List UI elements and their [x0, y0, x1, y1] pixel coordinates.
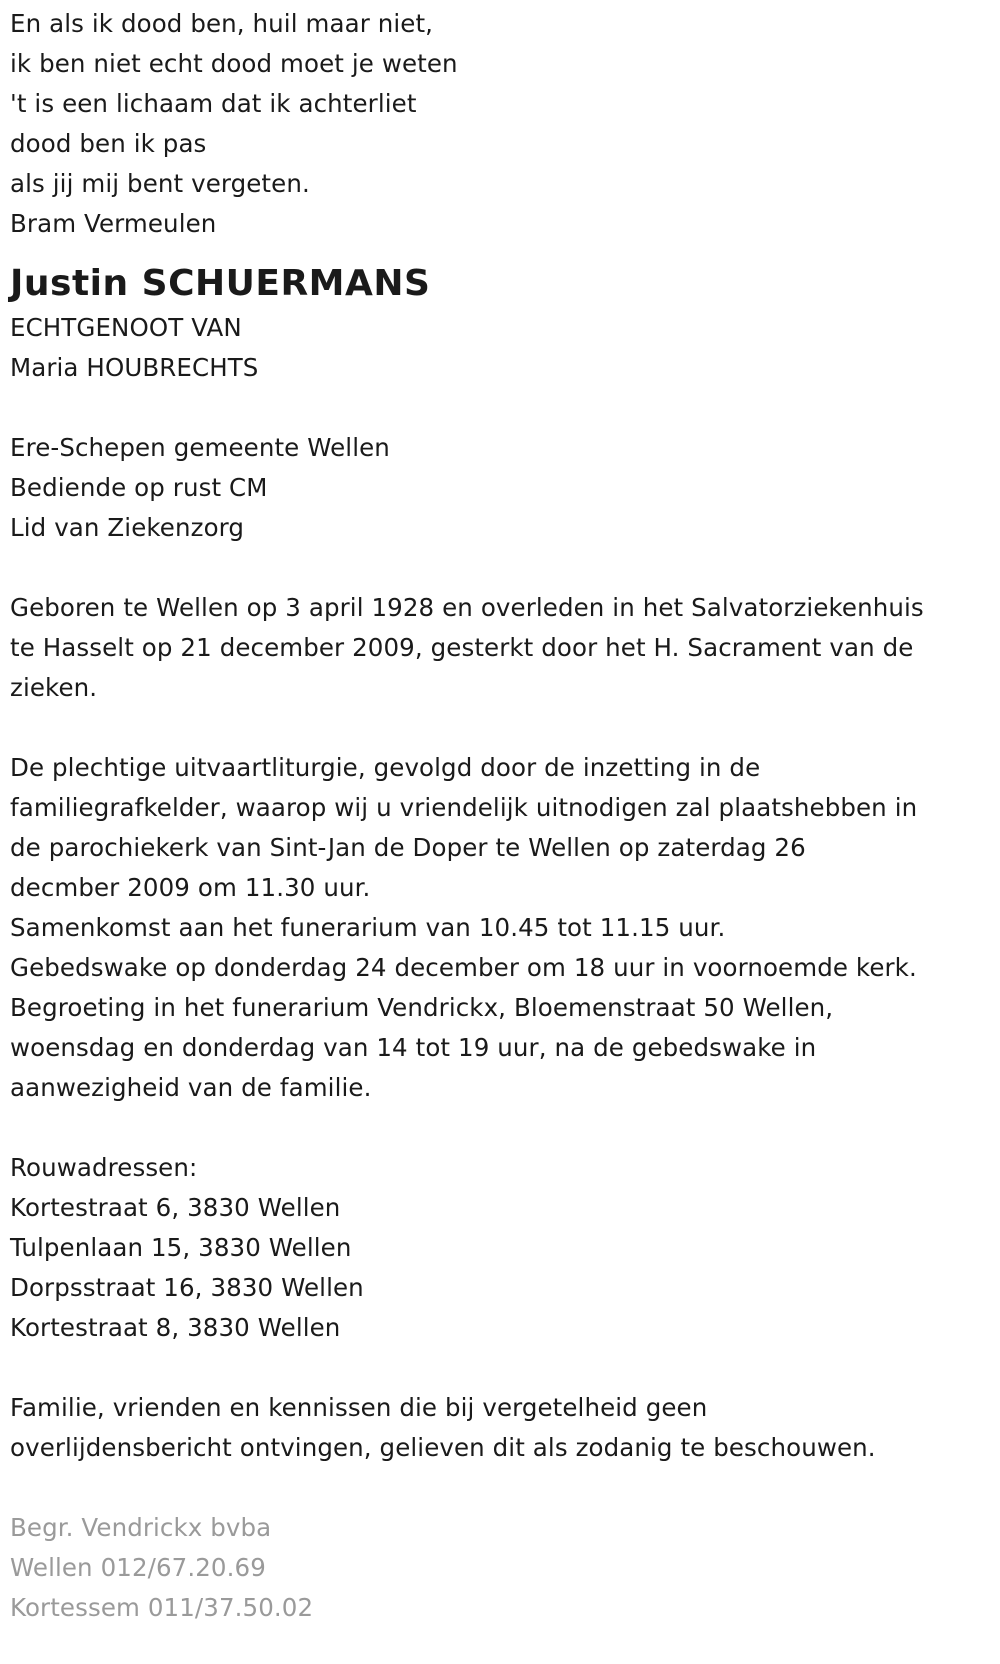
undertaker-line: Wellen 012/67.20.69 [10, 1553, 266, 1582]
ceremony-line: decmber 2009 om 11.30 uur. [10, 873, 371, 902]
ceremony-line: Gebedswake op donderdag 24 december om 18 uur in voornoemde kerk. [10, 953, 917, 982]
poem-line: ik ben niet echt dood moet je weten [10, 49, 458, 78]
poem-line: dood ben ik pas [10, 129, 207, 158]
notice-line: overlijdensbericht ontvingen, gelieven dit als zodanig te beschouwen. [10, 1433, 876, 1462]
address-line: Dorpsstraat 16, 3830 Wellen [10, 1273, 364, 1302]
birth-death-line: Geboren te Wellen op 3 april 1928 en overleden in het Salvatorziekenhuis [10, 593, 924, 622]
poem-line: als jij mij bent vergeten. [10, 169, 310, 198]
undertaker-line: Begr. Vendrickx bvba [10, 1513, 272, 1542]
ceremony-line: Begroeting in het funerarium Vendrickx, Bloemenstraat 50 Wellen, [10, 993, 834, 1022]
ceremony-section [10, 748, 995, 1108]
address-line: Kortestraat 6, 3830 Wellen [10, 1193, 341, 1222]
poem-line: 't is een lichaam dat ik achterliet [10, 89, 417, 118]
title-line: Lid van Ziekenzorg [10, 513, 245, 542]
ceremony-line: woensdag en donderdag van 14 tot 19 uur, na de gebedswake in [10, 1033, 817, 1062]
poem [10, 4, 995, 244]
title-line: Bediende op rust CM [10, 473, 268, 502]
poem-line: En als ik dood ben, huil maar niet, [10, 9, 434, 38]
relation-label: ECHTGENOOT VAN [10, 313, 242, 342]
obituary-notice [10, 4, 995, 1628]
poem-author: Bram Vermeulen [10, 209, 217, 238]
title-line: Ere-Schepen gemeente Wellen [10, 433, 390, 462]
addresses-heading: Rouwadressen: [10, 1153, 198, 1182]
ceremony-line: de parochiekerk van Sint-Jan de Doper te Wellen op zaterdag 26 [10, 833, 806, 862]
birth-death-line: te Hasselt op 21 december 2009, gesterkt door het H. Sacrament van de [10, 633, 914, 662]
address-line: Kortestraat 8, 3830 Wellen [10, 1313, 341, 1342]
birth-death-section [10, 588, 995, 708]
address-line: Tulpenlaan 15, 3830 Wellen [10, 1233, 352, 1262]
titles-section [10, 428, 995, 548]
birth-death-line: zieken. [10, 673, 98, 702]
ceremony-line: Samenkomst aan het funerarium van 10.45 tot 11.15 uur. [10, 913, 726, 942]
spouse-name: Maria HOUBRECHTS [10, 353, 259, 382]
undertaker-section [10, 1508, 995, 1628]
notice-section [10, 1388, 995, 1468]
notice-line: Familie, vrienden en kennissen die bij vergetelheid geen [10, 1393, 708, 1422]
ceremony-line: familiegrafkelder, waarop wij u vriendelijk uitnodigen zal plaatshebben in [10, 793, 918, 822]
deceased-name: Justin SCHUERMANS [10, 263, 431, 304]
ceremony-line: aanwezigheid van de familie. [10, 1073, 372, 1102]
ceremony-line: De plechtige uitvaartliturgie, gevolgd door de inzetting in de [10, 753, 761, 782]
addresses-section [10, 1148, 995, 1348]
undertaker-line: Kortessem 011/37.50.02 [10, 1593, 314, 1622]
